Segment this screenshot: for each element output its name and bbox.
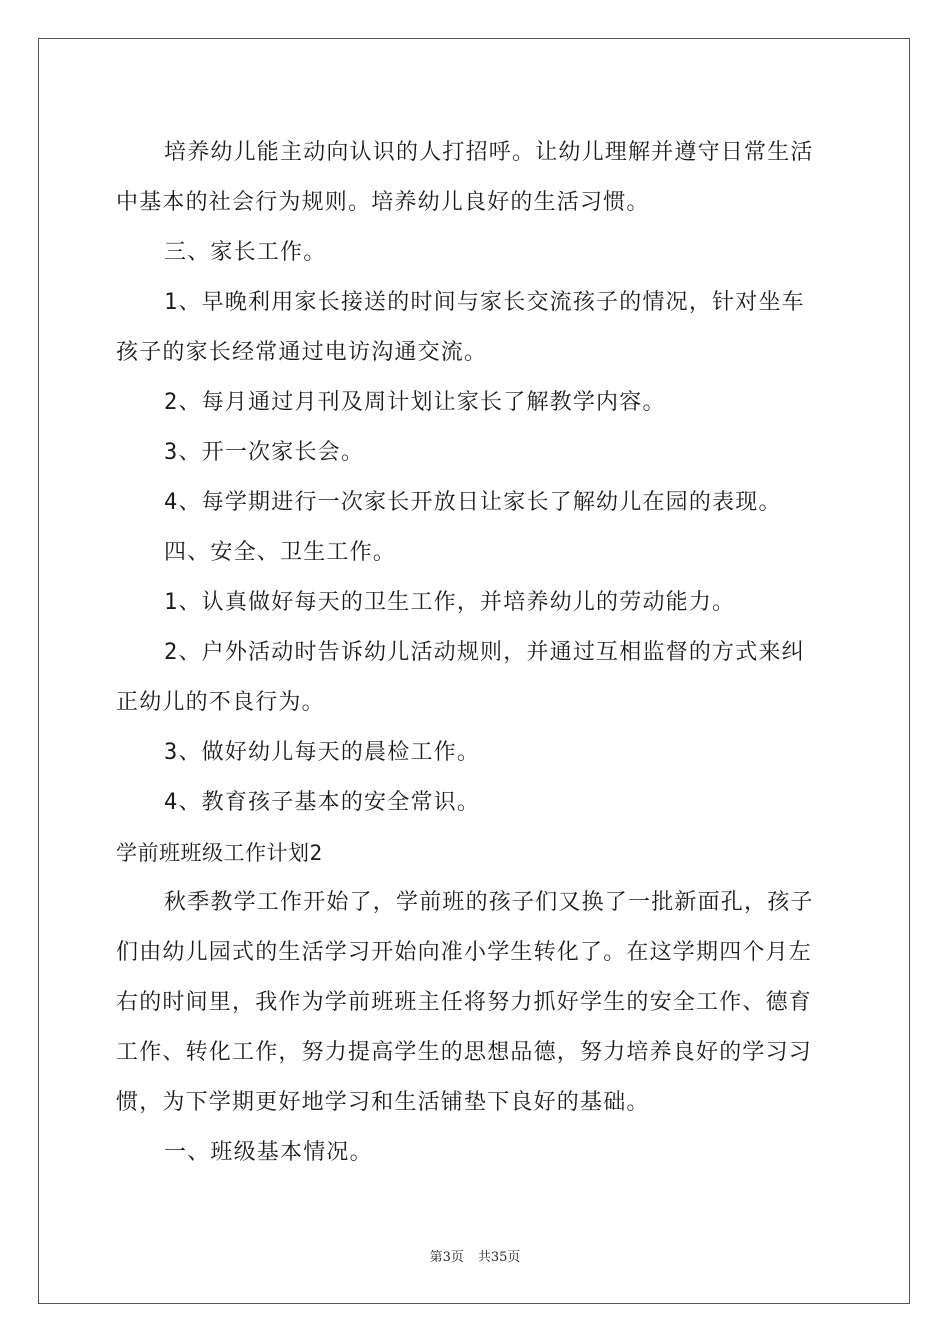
text-line: 秋季教学工作开始了，学前班的孩子们又换了一批新面孔，孩子 — [164, 890, 814, 915]
text-line: 中基本的社会行为规则。培养幼儿良好的生活习惯。 — [116, 190, 650, 215]
text-line: 3、开一次家长会。 — [164, 440, 365, 465]
text-line: 1、认真做好每天的卫生工作，并培养幼儿的劳动能力。 — [164, 590, 736, 615]
text-line: 4、每学期进行一次家长开放日让家长了解幼儿在园的表现。 — [164, 490, 782, 515]
total-pages-label: 共35页 — [477, 1250, 521, 1265]
text-line: 惯，为下学期更好地学习和生活铺垫下良好的基础。 — [116, 1090, 650, 1115]
text-line: 4、教育孩子基本的安全常识。 — [164, 790, 481, 815]
text-line: 孩子的家长经常通过电访沟通交流。 — [116, 340, 488, 365]
text-line: 2、户外活动时告诉幼儿活动规则，并通过互相监督的方式来纠 — [164, 640, 805, 665]
text-line: 右的时间里，我作为学前班班主任将努力抓好学生的安全工作、德育 — [116, 990, 813, 1015]
text-line: 一、班级基本情况。 — [164, 1140, 373, 1165]
text-line: 1、早晚利用家长接送的时间与家长交流孩子的情况，针对坐车 — [164, 290, 805, 315]
section-title: 学前班班级工作计划2 — [116, 841, 323, 865]
text-line: 三、家长工作。 — [164, 240, 327, 265]
text-line: 2、每月通过月刊及周计划让家长了解教学内容。 — [164, 390, 666, 415]
text-line: 正幼儿的不良行为。 — [116, 690, 325, 715]
text-line: 工作、转化工作，努力提高学生的思想品德，努力培养良好的学习习 — [116, 1040, 813, 1065]
text-line: 培养幼儿能主动向认识的人打招呼。让幼儿理解并遵守日常生活 — [164, 140, 814, 165]
current-page-label: 第3页 — [429, 1250, 464, 1265]
text-line: 3、做好幼儿每天的晨检工作。 — [164, 740, 481, 765]
document-body — [116, 128, 836, 1178]
text-line: 四、安全、卫生工作。 — [164, 540, 397, 565]
text-line: 们由幼儿园式的生活学习开始向准小学生转化了。在这学期四个月左 — [116, 940, 813, 965]
page-footer — [0, 1246, 950, 1265]
